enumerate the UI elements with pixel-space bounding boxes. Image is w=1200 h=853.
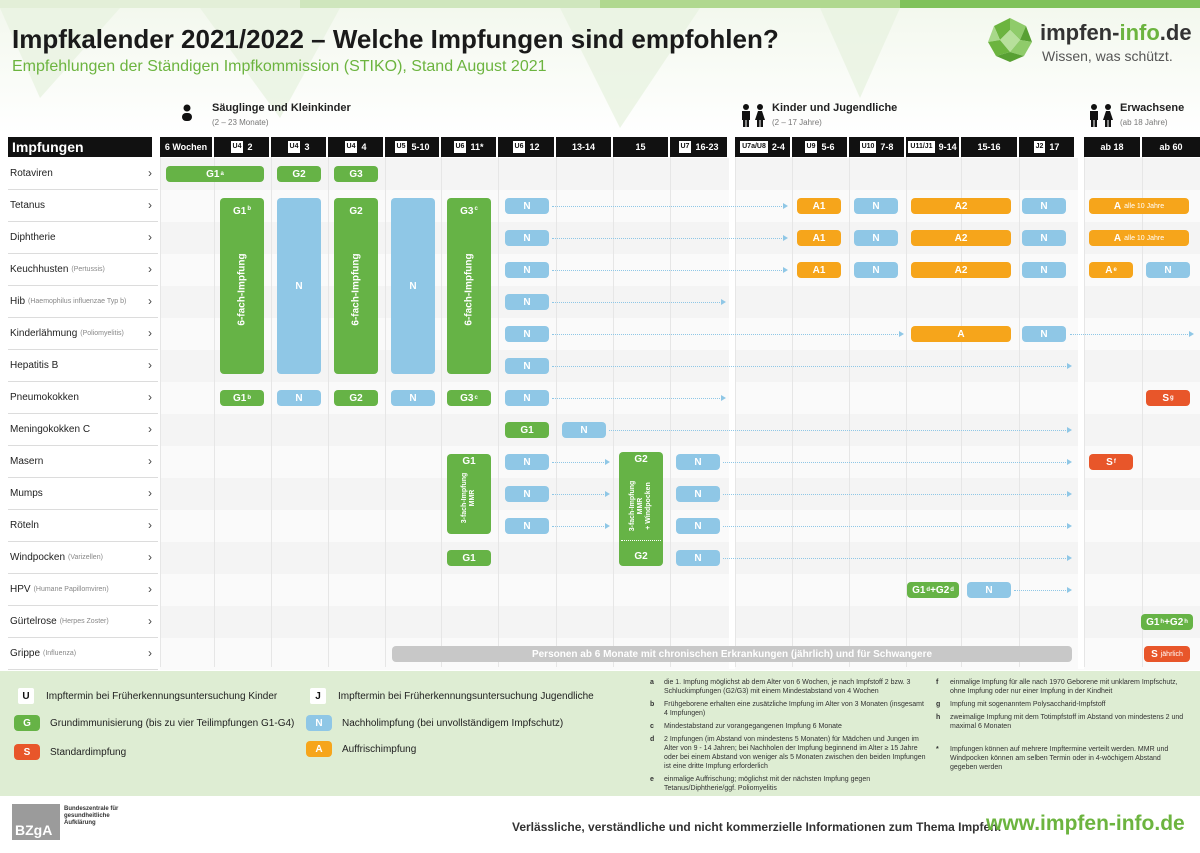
cell-diphtherie-a2: A2 (911, 230, 1011, 246)
group-title: Säuglinge und Kleinkinder (212, 102, 351, 114)
arrow-mumps-2 (723, 494, 1070, 495)
cell-diphtherie-a1: A1 (797, 230, 841, 246)
logo-sphere-icon (986, 16, 1034, 64)
cell-6fach-n1: N (277, 198, 321, 374)
column-separator (328, 157, 329, 667)
label-mmrv-block: 3-fach-Impfung MMR + Windpocken (629, 480, 652, 532)
footer-url-link[interactable]: www.impfen-info.de (986, 812, 1185, 835)
column-label: ab 18 (1100, 142, 1124, 152)
column-header (271, 137, 326, 157)
cell-hib-n: N (505, 294, 549, 310)
chevron-right-icon: › (148, 614, 152, 628)
column-label: 15-16 (977, 142, 1001, 152)
row-label[interactable]: Diphtherie › (8, 222, 158, 254)
page-title: Impfkalender 2021/2022 – Welche Impfungen sind empfohlen? (12, 24, 779, 54)
cell-diphtherie-n3: N (1022, 230, 1066, 246)
arrow-masern (552, 462, 608, 463)
column-separator (613, 157, 614, 667)
column-label: 2 (247, 142, 253, 152)
column-header (1019, 137, 1074, 157)
cell-varicella-n: N (676, 550, 720, 566)
column-separator (735, 157, 736, 667)
legend-s: S Standardimpfung (14, 744, 126, 760)
chevron-right-icon: › (148, 422, 152, 436)
chevron-right-icon: › (148, 326, 152, 340)
column-label: 16-23 (695, 142, 719, 152)
column-separator (556, 157, 557, 667)
label-6fach-1: 6-fach-Impfung (236, 253, 248, 326)
checkup-badge: U4 (345, 141, 358, 153)
cell-mmr-g1: G1 (447, 454, 491, 534)
column-separator (670, 157, 671, 667)
label-mmr-block: 3-fach-Impfung MMR (461, 472, 476, 524)
cell-6fach-g2: G2 (334, 198, 378, 374)
column-label: 3 (304, 142, 310, 152)
bzga-logo[interactable]: BZgA (12, 804, 60, 840)
column-separator (385, 157, 386, 667)
row-label[interactable]: Mumps › (8, 478, 158, 510)
arrow-menc (609, 430, 1070, 431)
cell-zoster-g: G1 h +G2 h (1141, 614, 1193, 630)
column-header (906, 137, 959, 157)
checkup-badge: U7a/U8 (740, 141, 768, 153)
checkup-badge: U4 (288, 141, 301, 153)
checkup-badge: U4 (231, 141, 244, 153)
column-separator (792, 157, 793, 667)
column-header (1142, 137, 1200, 157)
cell-hpv-g: G1 d +G2 d (907, 582, 959, 598)
cell-6fach-g1: G1 $^b$ (220, 198, 264, 374)
row-label[interactable]: Hepatitis B › (8, 350, 158, 382)
arrow-roeteln-2 (723, 526, 1070, 527)
chevron-right-icon: › (148, 518, 152, 532)
cell-pneumo-s: S g (1146, 390, 1190, 406)
cell-varicella-g1: G1 (447, 550, 491, 566)
cell-diphtherie-n2: N (854, 230, 898, 246)
column-label: 2-4 (771, 142, 785, 152)
column-separator (849, 157, 850, 667)
chevron-right-icon: › (148, 358, 152, 372)
column-label: 4 (361, 142, 367, 152)
column-header (1084, 137, 1140, 157)
legend-a: A Auffrischimpfung (306, 741, 416, 757)
logo-wordmark: impfen-info.de (1040, 20, 1192, 45)
row-label[interactable]: Pneumokokken › (8, 382, 158, 414)
column-header (441, 137, 496, 157)
footnote: b Frühgeborene erhalten eine zusätzliche Impfung im Alter von 3 Monaten (insgesamt 4 Impfungen) (650, 701, 924, 717)
column-header (613, 137, 668, 157)
footnote: d 2 Impfungen (im Abstand von mindestens 5 Monaten) für Mädchen und Jungen im Alter von 9 - 14 Jahren; bei Nachholen der Impfung beginnend im Alter ≥ 15 Jahre oder bei einem Abstand von weniger als 5 Monaten zwischen den beiden Impfungen ist eine dritte Impfung erforderlich (650, 736, 926, 770)
cell-pneumo-n3: N (505, 390, 549, 406)
row-label[interactable]: Gürtelrose (Herpes Zoster) › (8, 606, 158, 638)
legend-j: J Impftermin bei Früherkennungsuntersuchung Jugendliche (306, 688, 594, 704)
bzga-name: Bundeszentrale für gesundheitliche Aufklärung (64, 806, 119, 826)
cell-pneumo-n2: N (391, 390, 435, 406)
cell-hepb-n: N (505, 358, 549, 374)
column-label: 6 Wochen (164, 142, 208, 152)
column-label: 13-14 (571, 142, 596, 152)
group-gap (729, 137, 735, 669)
cell-pneumo-n1: N (277, 390, 321, 406)
chevron-right-icon: › (148, 646, 152, 660)
checkup-badge: U6 (513, 141, 526, 153)
cell-menc-n: N (562, 422, 606, 438)
arrow-diphtherie (552, 238, 786, 239)
cell-roeteln-n2: N (676, 518, 720, 534)
group-subtitle: (2 – 23 Monate) (212, 118, 269, 127)
column-label: 17 (1049, 142, 1060, 152)
chevron-right-icon: › (148, 486, 152, 500)
mmrv-divider (621, 540, 661, 541)
cell-pneumo-g3: G3 c (447, 390, 491, 406)
cell-masern-n: N (505, 454, 549, 470)
cell-pneumo-g2: G2 (334, 390, 378, 406)
cell-masern-s: S f (1089, 454, 1133, 470)
column-header (849, 137, 904, 157)
column-separator (214, 157, 215, 667)
checkup-badge: U6 (454, 141, 467, 153)
column-label: 12 (529, 142, 540, 152)
column-header (160, 137, 212, 157)
chevron-right-icon: › (148, 294, 152, 308)
column-header (214, 137, 269, 157)
row-label[interactable]: Meningokokken C › (8, 414, 158, 446)
column-header (961, 137, 1017, 157)
row-label[interactable]: Rotaviren › (8, 158, 158, 190)
cell-pertussis-adult-a: A e (1089, 262, 1133, 278)
impfen-info-logo[interactable] (986, 14, 1196, 72)
cell-tetanus-adult: A alle 10 Jahre (1089, 198, 1189, 214)
logo-slogan: Wissen, was schützt. (1042, 48, 1173, 64)
row-label[interactable]: Grippe (Influenza) › (8, 638, 158, 670)
chevron-right-icon: › (148, 390, 152, 404)
column-label: 7-8 (880, 142, 894, 152)
grippe-risk-group-bar: Personen ab 6 Monate mit chronischen Erkrankungen (jährlich) und für Schwangere (392, 646, 1072, 662)
cell-polio-n2: N (1022, 326, 1066, 342)
column-label: 11* (470, 142, 484, 152)
label-6fach-2: 6-fach-Impfung (350, 253, 362, 326)
chevron-right-icon: › (148, 166, 152, 180)
column-separator (271, 157, 272, 667)
chevron-right-icon: › (148, 198, 152, 212)
cell-hpv-n: N (967, 582, 1011, 598)
column-separator (498, 157, 499, 667)
legend-n: N Nachholimpfung (bei unvollständigem Impfschutz) (306, 715, 563, 731)
group-subtitle: (2 – 17 Jahre) (772, 118, 822, 127)
column-label: ab 60 (1159, 142, 1183, 152)
footnote: g Impfung mit sogenanntem Polysaccharid-Impfstoff (936, 701, 1106, 708)
checkup-badge: U10 (860, 141, 877, 153)
cell-diphtherie-n: N (505, 230, 549, 246)
arrow-hepb (552, 366, 1070, 367)
cell-pertussis-n2: N (854, 262, 898, 278)
column-separator (160, 157, 161, 667)
arrow-pneumo (552, 398, 724, 399)
column-header (556, 137, 611, 157)
footnote: a die 1. Impfung möglichst ab dem Alter von 6 Wochen, je nach Impfstoff 2 bzw. 3 Schluckimpfungen (G2/G3) mit einem Mindestabstand von 4 Wochen (650, 679, 911, 695)
cell-polio-a: A (911, 326, 1011, 342)
cell-pertussis-a2: A2 (911, 262, 1011, 278)
cell-mumps-n: N (505, 486, 549, 502)
cell-pertussis-n3: N (1022, 262, 1066, 278)
column-header (385, 137, 439, 157)
row-label[interactable]: Tetanus › (8, 190, 158, 222)
chevron-right-icon: › (148, 582, 152, 596)
cell-rota-g1: G1 a (166, 166, 264, 182)
table-header-label: Impfungen (8, 137, 152, 157)
adults-icon (1088, 104, 1116, 133)
group-subtitle: (ab 18 Jahre) (1120, 118, 1168, 127)
cell-tetanus-n3: N (1022, 198, 1066, 214)
chevron-right-icon: › (148, 550, 152, 564)
arrow-roeteln (552, 526, 608, 527)
arrow-masern-2 (723, 462, 1070, 463)
row-label[interactable]: Windpocken (Varizellen) › (8, 542, 158, 574)
footnote: * Impfungen können auf mehrere Impftermine verteilt werden. MMR und Windpocken können am selben Termin oder in 4-wöchigem Abstand gegeben werden (936, 746, 1169, 771)
row-background (160, 606, 1200, 638)
cell-rota-g2: G2 (277, 166, 321, 182)
chevron-right-icon: › (148, 230, 152, 244)
chevron-right-icon: › (148, 262, 152, 276)
cell-varicella-g2: G2 (634, 550, 648, 562)
cell-rota-g3: G3 (334, 166, 378, 182)
row-label[interactable]: Röteln › (8, 510, 158, 542)
column-header (735, 137, 790, 157)
arrow-tetanus (552, 206, 786, 207)
row-label[interactable]: Masern › (8, 446, 158, 478)
label-6fach-3: 6-fach-Impfung (463, 253, 475, 326)
cell-diphtherie-adult: A alle 10 Jahre (1089, 230, 1189, 246)
cell-tetanus-a2: A2 (911, 198, 1011, 214)
cell-tetanus-a1: A1 (797, 198, 841, 214)
page-subtitle: Empfehlungen der Ständigen Impfkommission (STIKO), Stand August 2021 (12, 58, 547, 75)
baby-icon (180, 104, 194, 129)
checkup-badge: J2 (1034, 141, 1046, 153)
group-gap (1078, 137, 1084, 669)
column-separator (441, 157, 442, 667)
cell-grippe-s: S jährlich (1144, 646, 1190, 662)
cell-6fach-g3: G3 $^c$ (447, 198, 491, 374)
group-title: Erwachsene (1120, 102, 1185, 114)
cell-polio-n: N (505, 326, 549, 342)
column-header (670, 137, 727, 157)
column-label: 5-10 (411, 142, 430, 152)
cell-roeteln-n: N (505, 518, 549, 534)
column-header (498, 137, 554, 157)
column-separator (1084, 157, 1085, 667)
column-label: 5-6 (821, 142, 835, 152)
row-label[interactable]: Keuchhusten (Pertussis) › (8, 254, 158, 286)
cell-mmrv-g2: G2 (619, 452, 663, 566)
checkup-badge: U7 (679, 141, 692, 153)
checkup-badge: U5 (395, 141, 408, 153)
arrow-varicella (723, 558, 1070, 559)
column-label: 15 (635, 142, 646, 152)
arrow-pertussis (552, 270, 786, 271)
footnote: h zweimalige Impfung mit dem Totimpfstoff im Abstand von mindestens 2 und maximal 6 Monaten (936, 714, 1184, 730)
children-icon (740, 104, 768, 133)
legend-u: U Impftermin bei Früherkennungsuntersuchung Kinder (14, 688, 277, 704)
arrow-polio-adult (1070, 334, 1192, 335)
cell-tetanus-n: N (505, 198, 549, 214)
cell-pertussis-a1: A1 (797, 262, 841, 278)
footnote: e einmalige Auffrischung; möglichst mit der nächsten Impfung gegen Tetanus/Diphtherie/ggf. Poliomyelitis (650, 776, 871, 792)
footnote: c Mindestabstand zur vorangegangenen Impfung 6 Monate (650, 723, 842, 730)
column-label: 9-14 (938, 142, 957, 152)
column-header (792, 137, 847, 157)
footer-text: Verlässliche, verständliche und nicht kommerzielle Informationen zum Thema Impfen: (512, 820, 1002, 834)
group-title: Kinder und Jugendliche (772, 102, 898, 114)
cell-pneumo-g1: G1 b (220, 390, 264, 406)
cell-menc-g1: G1 (505, 422, 549, 438)
top-color-bar (0, 0, 1200, 8)
checkup-badge: U11/J1 (908, 141, 934, 153)
checkup-badge: U9 (805, 141, 818, 153)
column-header (328, 137, 383, 157)
cell-pertussis-n: N (505, 262, 549, 278)
chevron-right-icon: › (148, 454, 152, 468)
arrow-hpv (1014, 590, 1070, 591)
arrow-hib (552, 302, 724, 303)
arrow-polio (552, 334, 902, 335)
cell-mumps-n2: N (676, 486, 720, 502)
footnote: f einmalige Impfung für alle nach 1970 Geborene mit unklarem Impfschutz, ohne Impfung oder nur einer Impfung in der Kindheit (936, 679, 1178, 695)
arrow-mumps (552, 494, 608, 495)
row-label[interactable]: Hib (Haemophilus influenzae Typ b) › (8, 286, 158, 318)
cell-masern-n2: N (676, 454, 720, 470)
row-label[interactable]: Kinderlähmung (Poliomyelitis) › (8, 318, 158, 350)
legend-g: G Grundimmunisierung (bis zu vier Teilimpfungen G1-G4) (14, 715, 294, 731)
row-label[interactable]: HPV (Humane Papillomviren) › (8, 574, 158, 606)
cell-tetanus-n2: N (854, 198, 898, 214)
cell-pertussis-adult-n: N (1146, 262, 1190, 278)
cell-6fach-n2: N (391, 198, 435, 374)
